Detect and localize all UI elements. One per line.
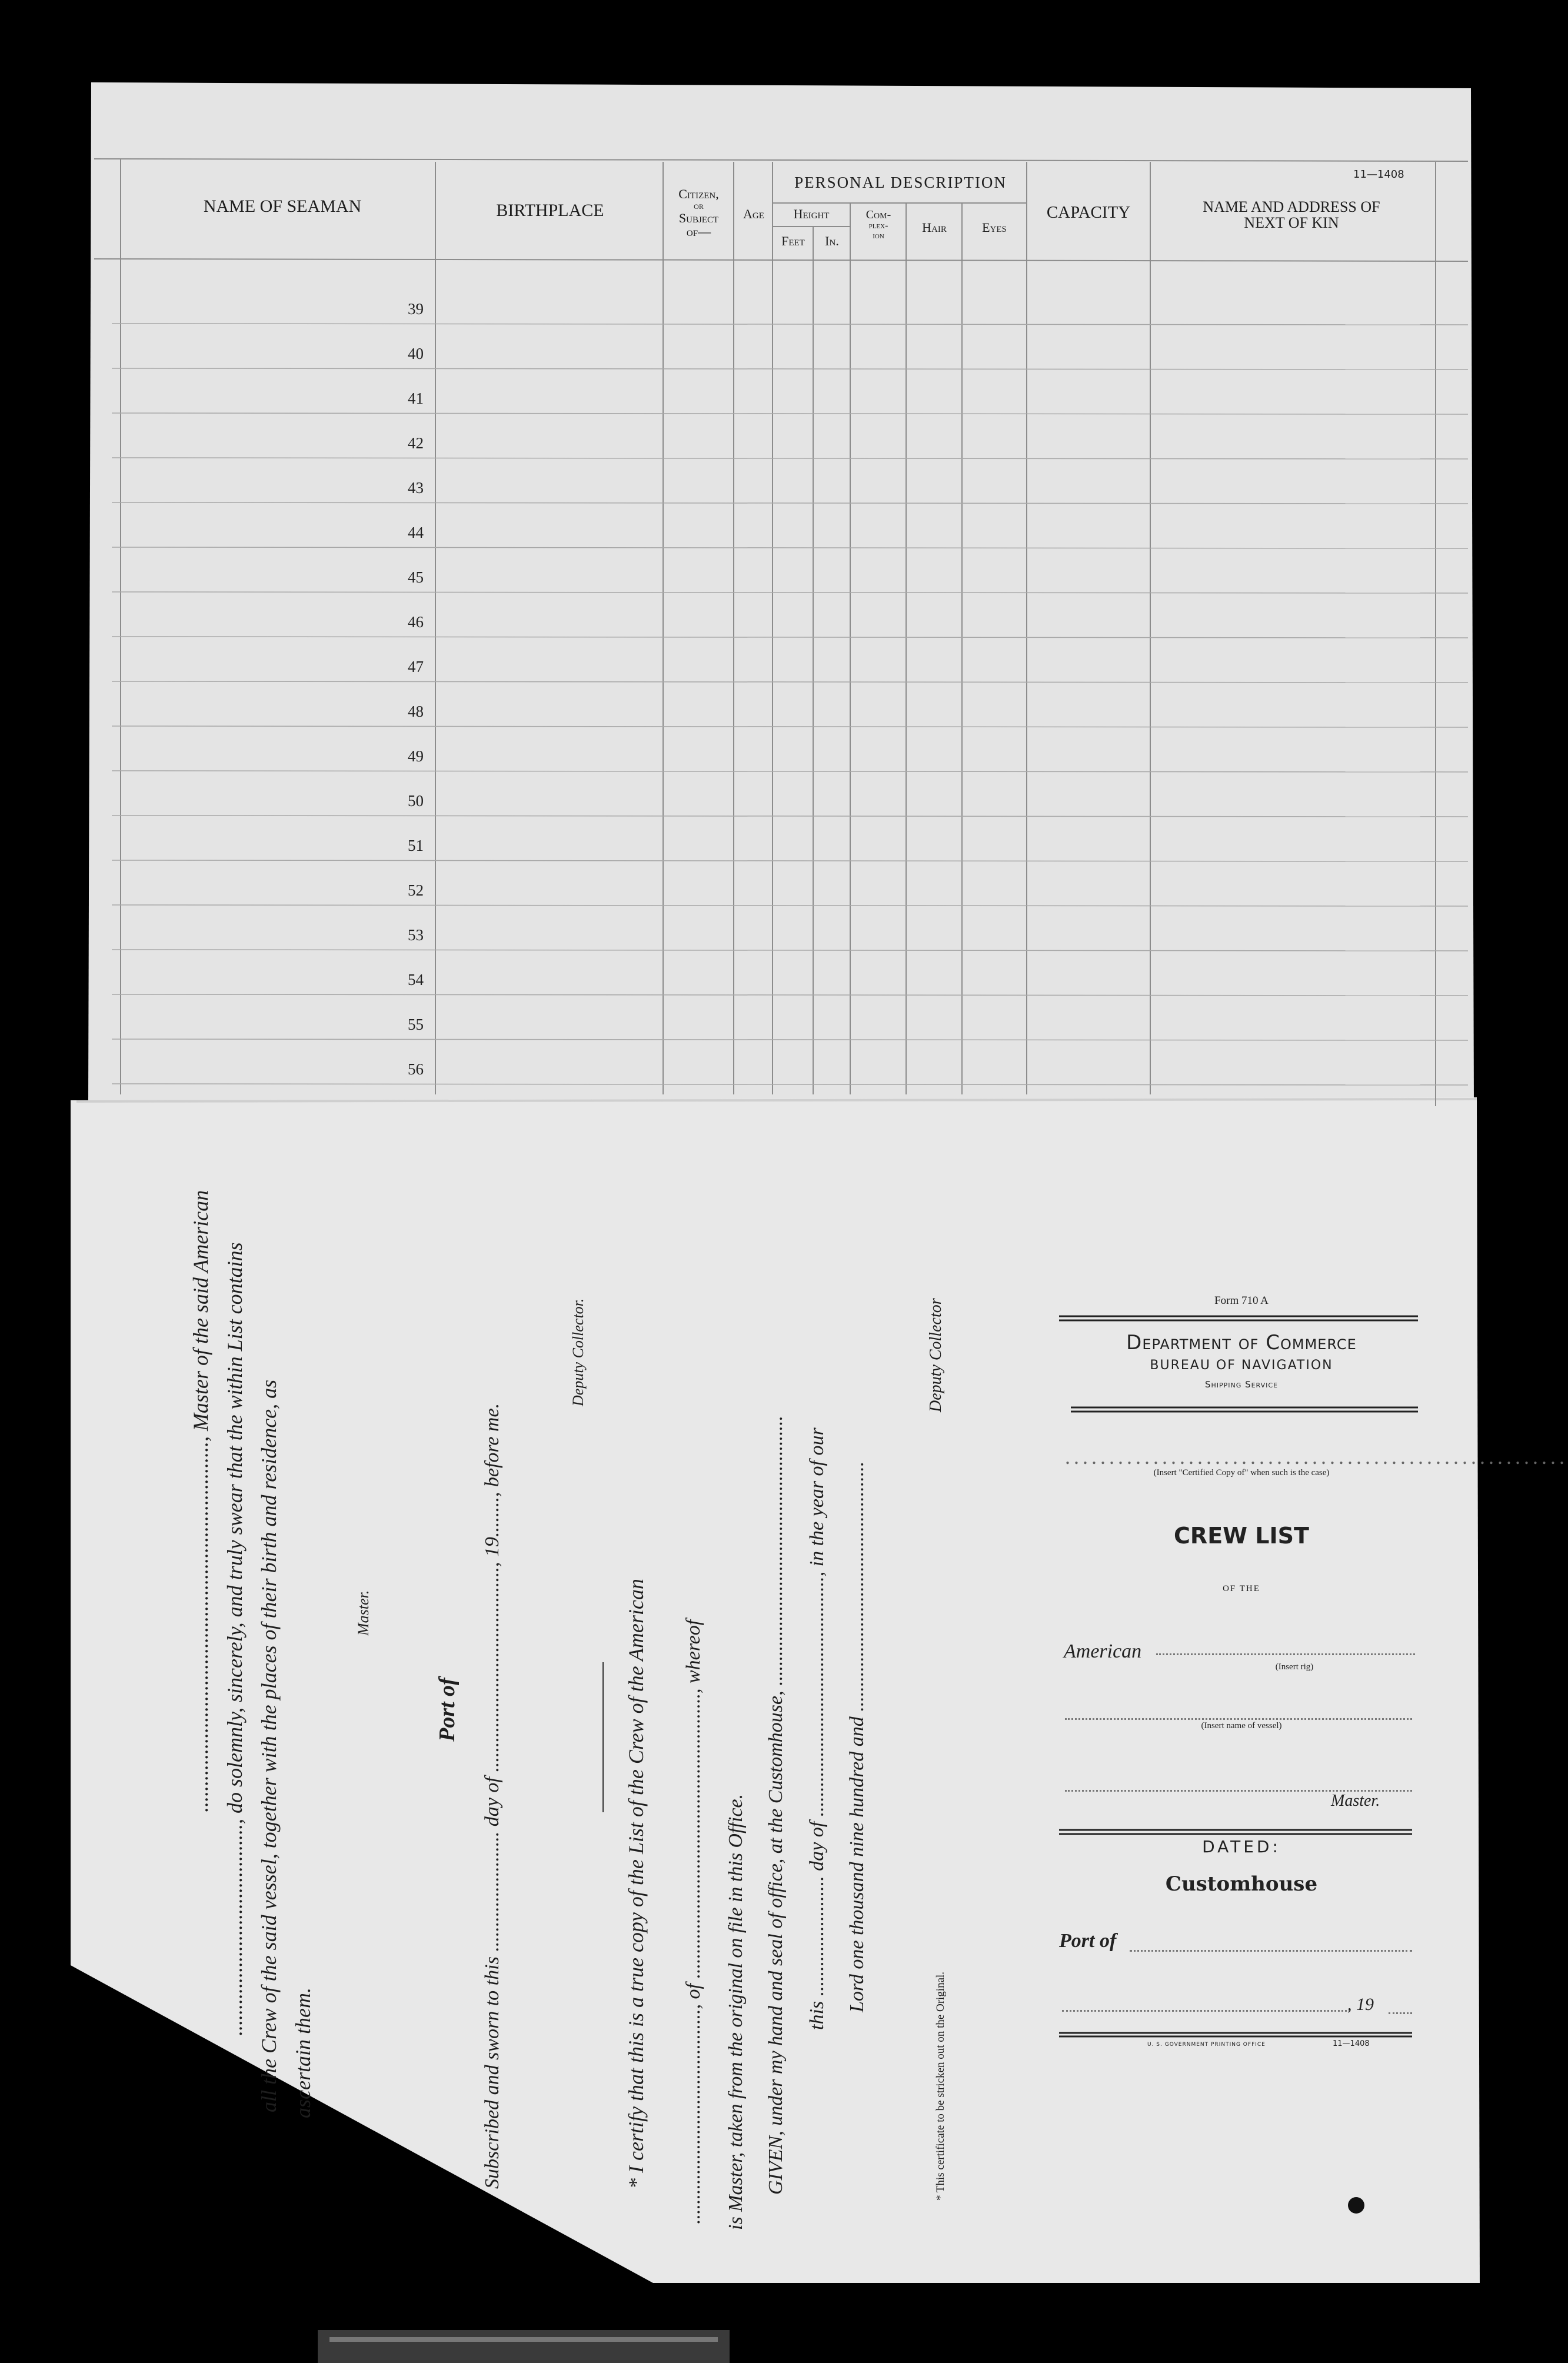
header-citizen-line: Subject: [678, 210, 719, 225]
row-number: 41: [408, 390, 424, 407]
crew-list-title: CREW LIST: [1174, 1523, 1309, 1549]
form-code-top: 11—1408: [1353, 168, 1404, 181]
cert-line-3: is Master, taken from the original on file in this Office.: [725, 1793, 747, 2230]
row-number: 40: [408, 345, 424, 362]
date-fill-line: [1062, 2009, 1350, 2012]
oath-line-1: ......................................................................, Master of the said American: [189, 1190, 212, 1812]
year-label: , 19: [1347, 1995, 1374, 2014]
header-complexion-line: plex-: [868, 221, 888, 231]
cert-line-5: this ........................ day of ................................................, in the year of our: [806, 1427, 828, 2030]
cert-line-1: * I certify that this is a true copy of the List of the Crew of the American: [624, 1579, 648, 2189]
header-name-of-seaman: NAME OF SEAMAN: [203, 197, 362, 216]
row-number: 47: [408, 658, 424, 675]
oath-line-2: ........................................, do solemnly, sincerely, and truly swear that the within List contains: [223, 1242, 247, 2036]
printer-label: U. S. GOVERNMENT PRINTING OFFICE: [1147, 2042, 1266, 2048]
row-number: 52: [408, 881, 424, 899]
oath-master-label: Master.: [355, 1590, 372, 1636]
header-citizen-line: or: [694, 200, 704, 212]
row-number: 51: [408, 837, 424, 854]
header-next-of-kin: [1153, 199, 1430, 231]
row-number: 43: [408, 479, 424, 497]
bureau-title: BUREAU OF NAVIGATION: [1150, 1358, 1333, 1373]
header-hair: Hair: [922, 220, 947, 235]
certified-copy-fill-line: .........................................................: [1065, 1445, 1568, 1469]
service-title: Shipping Service: [1205, 1379, 1278, 1390]
insert-rig-note: (Insert rig): [1275, 1662, 1314, 1672]
header-capacity: CAPACITY: [1046, 203, 1131, 222]
cover-form-code: 11—1408: [1333, 2039, 1370, 2048]
header-citizen-line: of—: [686, 224, 711, 239]
port-fill-line: [1130, 1949, 1412, 1952]
row-number: 39: [408, 300, 424, 318]
row-number: 49: [408, 747, 424, 765]
oath-line-3: all the Crew of the said vessel, together with the places of their birth and residence, as: [257, 1379, 281, 2112]
row-number: 56: [408, 1060, 424, 1078]
insert-name-note: (Insert name of vessel): [1201, 1721, 1282, 1730]
header-height: Height: [793, 207, 830, 221]
header-feet: Feet: [781, 234, 805, 248]
header-next-of-kin-line: NEXT OF KIN: [1244, 214, 1339, 232]
header-complexion: [852, 209, 905, 241]
row-number: 50: [408, 792, 424, 810]
oath-subscribed: Subscribed and sworn to this ........................ day of ........................................., 19........, before me.: [481, 1403, 503, 2189]
row-number: 46: [408, 613, 424, 631]
oath-port-of: Port of: [435, 1678, 460, 1742]
row-number: 54: [408, 971, 424, 989]
of-the-label: OF THE: [1223, 1584, 1260, 1593]
form-number: Form 710 A: [1214, 1294, 1269, 1307]
header-citizen: [665, 187, 733, 238]
header-citizen-line: Citizen,: [678, 187, 719, 201]
dated-label: DATED:: [1202, 1837, 1281, 1856]
cert-line-6: Lord one thousand nine hundred and ..................................................: [846, 1461, 868, 2012]
header-complexion-line: ion: [873, 230, 884, 241]
row-number: 42: [408, 434, 424, 452]
cert-line-4: GIVEN, under my hand and seal of office, at the Customhouse, ......................................................: [765, 1415, 787, 2195]
insert-certified-note: (Insert "Certified Copy of" when such is the case): [1153, 1468, 1330, 1477]
header-personal-description: PERSONAL DESCRIPTION: [794, 174, 1007, 191]
customhouse-label: Customhouse: [1165, 1872, 1318, 1896]
header-eyes: Eyes: [982, 220, 1007, 235]
header-birthplace: BIRTHPLACE: [496, 201, 604, 220]
american-label: American: [1064, 1640, 1142, 1662]
header-next-of-kin-line: NAME AND ADDRESS OF: [1203, 198, 1380, 215]
cert-line-2: ..........................................., of ........................................................., whereof: [683, 1619, 704, 2224]
rig-fill-line: [1156, 1652, 1415, 1655]
vessel-name-fill-line: [1065, 1717, 1412, 1720]
year-fill-line: [1389, 2011, 1412, 2014]
row-number: 48: [408, 703, 424, 720]
row-number: 45: [408, 568, 424, 586]
row-number: 53: [408, 926, 424, 944]
oath-line-4: ascertain them.: [291, 1988, 315, 2118]
cert-deputy-collector: Deputy Collector: [927, 1298, 945, 1412]
row-number: 55: [408, 1016, 424, 1033]
header-inches: In.: [825, 234, 839, 248]
oath-deputy-collector: Deputy Collector.: [570, 1298, 587, 1406]
master-label: Master.: [1331, 1792, 1380, 1810]
row-number: 44: [408, 524, 424, 541]
port-of-label: Port of: [1059, 1930, 1117, 1952]
header-complexion-line: Com-: [865, 208, 891, 221]
header-age: Age: [743, 207, 764, 221]
department-title: Department of Commerce: [1126, 1331, 1357, 1354]
cert-footnote: * This certificate to be stricken out on the Original.: [934, 1971, 947, 2201]
